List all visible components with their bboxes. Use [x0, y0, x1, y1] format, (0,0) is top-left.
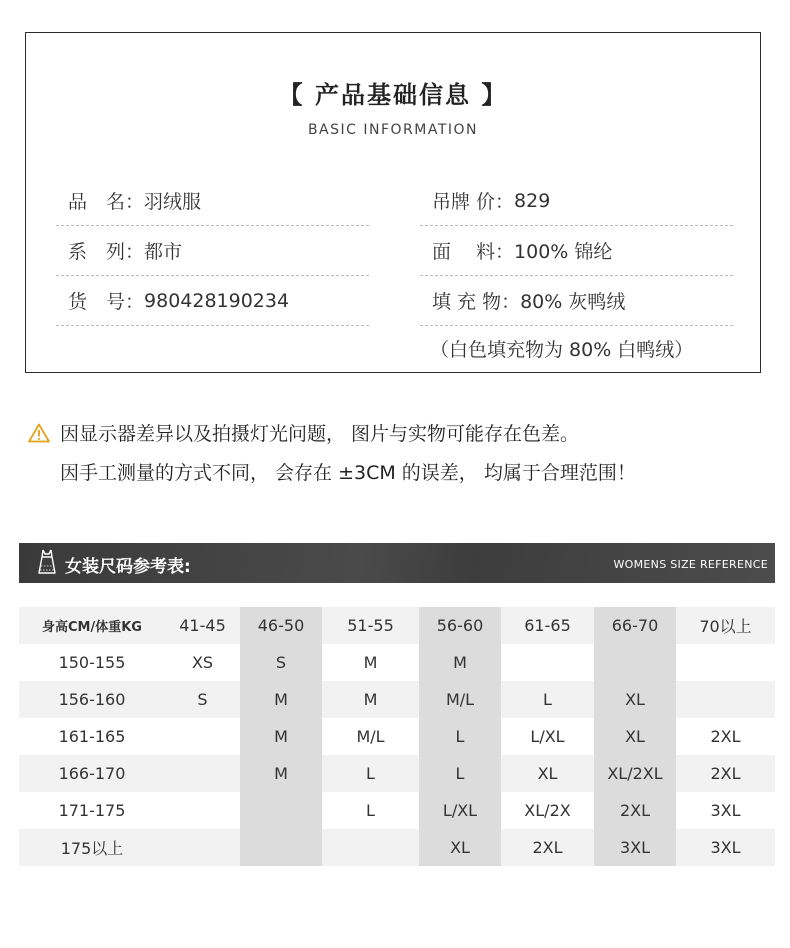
info-row-fabric	[420, 226, 733, 276]
table-cell: 3XL	[676, 829, 775, 866]
info-subtitle: BASIC INFORMATION	[307, 122, 479, 138]
table-row	[19, 644, 775, 681]
table-cell	[240, 792, 322, 829]
info-row-item-number	[56, 276, 369, 326]
table-cell: 2XL	[594, 792, 676, 829]
table-cell: M	[240, 718, 322, 755]
dress-icon	[36, 549, 58, 577]
table-cell: 175以上	[19, 829, 165, 866]
table-cell: M	[322, 644, 419, 681]
table-cell: S	[240, 644, 322, 681]
table-cell: XL	[594, 718, 676, 755]
info-label: 系 列：	[68, 241, 145, 263]
header-cell: 61-65	[501, 607, 594, 644]
table-cell	[165, 718, 240, 755]
table-cell: L	[322, 792, 419, 829]
size-table	[19, 607, 775, 866]
table-cell: 156-160	[19, 681, 165, 718]
info-value: 羽绒服	[144, 191, 202, 213]
table-cell: 2XL	[501, 829, 594, 866]
notice-line-2: 因手工测量的方式不同， 会存在 ±3CM 的误差， 均属于合理范围！	[60, 462, 636, 484]
table-cell: M	[322, 681, 419, 718]
table-cell: 2XL	[676, 718, 775, 755]
table-cell: 150-155	[19, 644, 165, 681]
header-cell: 66-70	[594, 607, 676, 644]
table-row	[19, 755, 775, 792]
table-cell: 3XL	[676, 792, 775, 829]
product-info-panel	[25, 32, 761, 373]
warning-icon	[28, 423, 50, 443]
info-value: 980428190234	[144, 289, 290, 312]
table-cell	[322, 829, 419, 866]
table-cell: 171-175	[19, 792, 165, 829]
table-cell: 2XL	[676, 755, 775, 792]
table-cell: XL	[501, 755, 594, 792]
info-row-series	[56, 226, 369, 276]
info-row-filling	[420, 276, 733, 326]
size-chart-title: 女装尺码参考表:	[65, 557, 191, 577]
info-label: 吊牌 价：	[432, 191, 515, 213]
table-row	[19, 829, 775, 866]
table-cell: M	[240, 755, 322, 792]
info-value: 80% 灰鸭绒	[520, 291, 626, 313]
info-label: 品 名：	[68, 191, 145, 213]
info-value: 100% 锦纶	[514, 241, 613, 263]
header-cell: 56-60	[419, 607, 501, 644]
table-cell	[165, 829, 240, 866]
table-cell: L/XL	[501, 718, 594, 755]
table-cell: L	[322, 755, 419, 792]
header-cell: 身高CM/体重KG	[19, 607, 165, 644]
table-cell: S	[165, 681, 240, 718]
info-label: 面 料：	[432, 241, 515, 263]
table-cell: M/L	[419, 681, 501, 718]
info-label: 货 号：	[68, 291, 145, 313]
table-cell: 161-165	[19, 718, 165, 755]
table-cell: L	[419, 718, 501, 755]
table-cell: 3XL	[594, 829, 676, 866]
table-cell	[594, 644, 676, 681]
table-cell	[240, 829, 322, 866]
table-cell	[676, 644, 775, 681]
table-cell: XL/2XL	[594, 755, 676, 792]
header-cell: 46-50	[240, 607, 322, 644]
info-label: 填 充 物：	[432, 291, 521, 313]
table-row	[19, 718, 775, 755]
table-cell: XL/2X	[501, 792, 594, 829]
table-cell: XL	[419, 829, 501, 866]
notice-line-1: 因显示器差异以及拍摄灯光问题， 图片与实物可能存在色差。	[60, 423, 580, 445]
table-cell	[676, 681, 775, 718]
table-cell: L	[501, 681, 594, 718]
info-row-tag-price	[420, 176, 733, 226]
header-cell: 41-45	[165, 607, 240, 644]
size-chart-subtitle: WOMENS SIZE REFERENCE	[613, 558, 768, 571]
table-cell: L	[419, 755, 501, 792]
size-table-header	[19, 607, 775, 644]
table-cell: 166-170	[19, 755, 165, 792]
header-cell: 51-55	[322, 607, 419, 644]
info-row-name	[56, 176, 369, 226]
table-cell	[165, 755, 240, 792]
table-cell: XL	[594, 681, 676, 718]
header-cell: 70以上	[676, 607, 775, 644]
info-value: 都市	[144, 241, 183, 263]
info-value: 829	[514, 189, 551, 212]
table-cell	[501, 644, 594, 681]
table-row	[19, 792, 775, 829]
table-cell	[165, 792, 240, 829]
filling-note: （白色填充物为 80% 白鸭绒）	[430, 339, 694, 361]
table-cell: M	[419, 644, 501, 681]
table-cell: L/XL	[419, 792, 501, 829]
table-cell: M/L	[322, 718, 419, 755]
size-chart-banner	[19, 543, 775, 583]
info-title: 【 产品基础信息 】	[278, 81, 508, 109]
table-cell: XS	[165, 644, 240, 681]
table-row	[19, 681, 775, 718]
table-cell: M	[240, 681, 322, 718]
